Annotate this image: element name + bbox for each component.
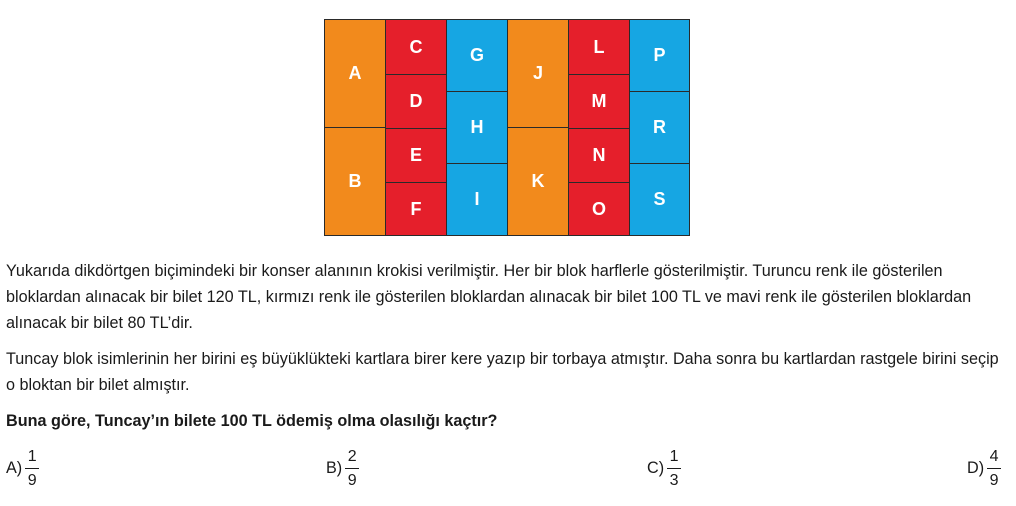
option-b-label: B) (326, 458, 343, 477)
question-text: Buna göre, Tuncay’ın bilete 100 TL ödemiş olma olasılığı kaçtır? (6, 412, 498, 430)
fraction-bar (25, 468, 39, 469)
block-r: R (629, 91, 690, 164)
block-c: C (385, 19, 447, 75)
option-c-fraction (667, 447, 681, 490)
fraction-bar (667, 468, 681, 469)
block-k: K (507, 127, 569, 236)
option-b-fraction (345, 447, 359, 490)
option-c[interactable] (647, 445, 681, 491)
block-o: O (568, 182, 630, 236)
block-j: J (507, 19, 569, 128)
block-l: L (568, 19, 630, 75)
option-b-numerator: 2 (347, 447, 357, 465)
option-d-denominator: 9 (989, 471, 999, 489)
block-h: H (446, 91, 508, 164)
option-c-numerator: 1 (669, 447, 679, 465)
fraction-bar (987, 468, 1001, 469)
block-p: P (629, 19, 690, 92)
option-d-label: D) (967, 458, 985, 477)
option-a-denominator: 9 (27, 471, 37, 489)
option-b-denominator: 9 (347, 471, 357, 489)
option-d-numerator: 4 (989, 447, 999, 465)
option-a-numerator: 1 (27, 447, 37, 465)
procedure-paragraph: Tuncay blok isimlerinin her birini eş büyüklükteki kartlara birer kere yazıp bir torbaya atmıştır. Daha sonra bu kartlardan rastgele birini seçip o bloktan bir bilet almıştır. (6, 350, 999, 394)
option-a[interactable] (6, 445, 39, 491)
block-n: N (568, 128, 630, 183)
block-d: D (385, 74, 447, 129)
block-g: G (446, 19, 508, 92)
description-paragraph: Yukarıda dikdörtgen biçimindeki bir konser alanının krokisi verilmiştir. Her bir blok harflerle gösterilmiştir. Turuncu renk ile gösterilen bloklardan alınacak bir bilet 120 TL, kırmızı renk ile gösterilen bloklardan alınacak bir bilet 100 TL ve mavi renk ile gösterilen bloklardan alınacak bir bilet 80 TL’dir. (6, 262, 972, 332)
option-d[interactable] (967, 445, 1001, 491)
option-d-fraction (987, 447, 1001, 490)
option-c-label: C) (647, 458, 665, 477)
block-b: B (324, 127, 386, 236)
block-s: S (629, 163, 690, 236)
block-i: I (446, 163, 508, 236)
block-f: F (385, 182, 447, 236)
option-b[interactable] (326, 445, 359, 491)
concert-area-diagram (324, 19, 690, 236)
block-m: M (568, 74, 630, 129)
option-a-fraction (25, 447, 39, 490)
option-c-denominator: 3 (669, 471, 679, 489)
fraction-bar (345, 468, 359, 469)
block-e: E (385, 128, 447, 183)
block-a: A (324, 19, 386, 128)
option-a-label: A) (6, 458, 23, 477)
